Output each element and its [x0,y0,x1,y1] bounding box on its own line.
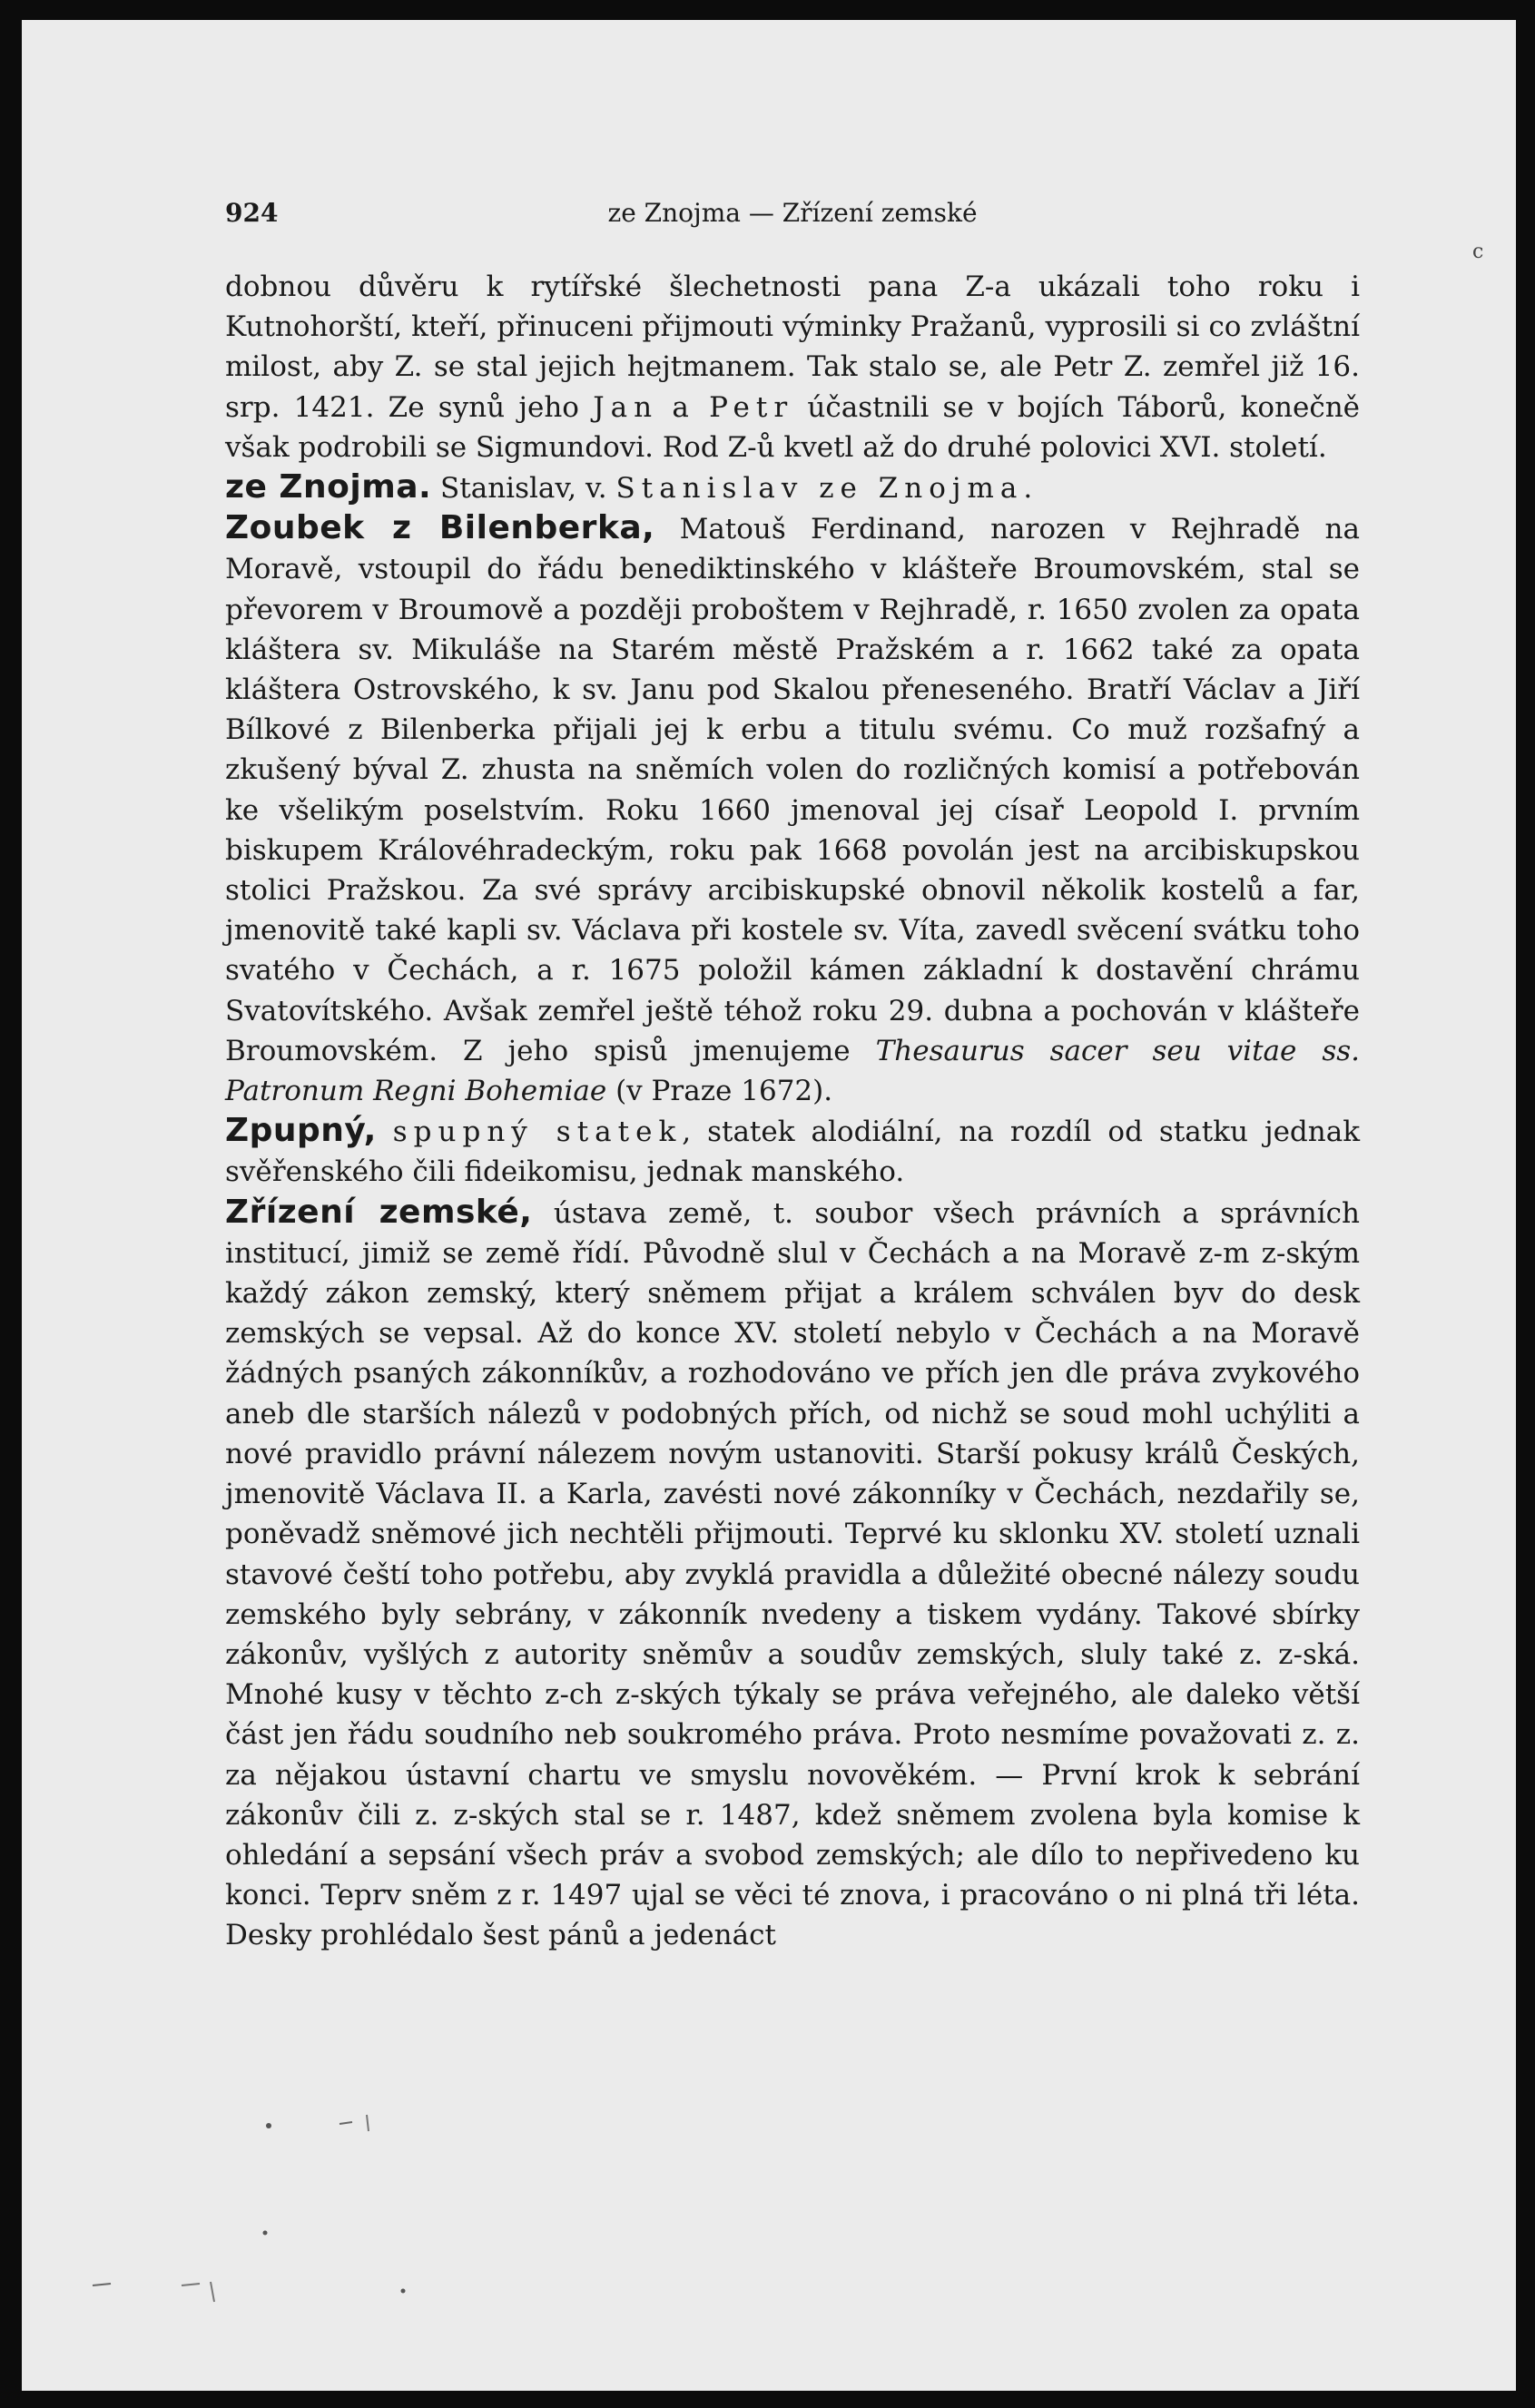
headword: Zpupný, [225,1112,377,1150]
spaced-name: Jan [593,390,659,424]
entry-text: ústava země, t. soubor všech právních a správních institucí, jimiž se země řídí. Původně slul v Čechách a na Moravě z-m z-ským každý zákon zemský, který sněmem přijat a králem schválen byv do desk zemských se vepsal. Až do konce XV. století nebylo v Čechách a na Moravě žádných psaných zákonníkův, a rozhodováno ve přích jen dle práva zvykového aneb dle starších nálezů v podobných přích, od nichž se soud mohl uchýliti a nové pravidlo právní nálezem novým ustanoviti. Starší pokusy králů Českých, jmenovitě Václava II. a Karla, zavésti nové zákonníky v Čechách, nezdařily se, poněvadž sněmové jich nechtěli přijmouti. Teprvé ku sklonku XV. století uznali stavové čeští toho potřebu, aby zvyklá pravidla a důležité obecné nálezy soudu zemského byly sebrány, v zákonník nvedeny a tiskem vydány. Takové sbírky zákonův, vyšlých z autority sněmův a soudův zemských, sluly také z. z-ská. Mnohé kusy v těchto z-ch z-ských týkaly se práva veřejného, ale daleko větší část jen řádu soudního neb soukromého práva. Proto nesmíme považovati z. z. za nějakou ústavní chartu ve smyslu novověkém. — První krok k sebrání zákonův čili z. z-ských stal se r. 1487, kdež sněmem zvolena byla komise k ohledání a sepsání všech práv a svobod zemských; ale dílo to nepřivedeno ku konci. Teprv sněm z r. 1497 ujal se věci té znova, i pracováno o ni plná tři léta. Desky prohlédalo šest pánů a jedenáct [225,1196,1360,1952]
spaced-name: spupný statek [392,1116,683,1149]
entry-ze-znojma [225,467,1360,508]
entry-zoubek [225,508,1360,1111]
headword: Zřízení zemské, [225,1193,533,1231]
article-body [225,267,1360,1956]
spaced-name: Stanislav ze Znojma. [615,472,1039,506]
entry-text: (v Praze 1672). [606,1075,833,1108]
entry-continuation [225,267,1360,467]
page-number: 924 [225,198,279,228]
title-italic: Thesaurus sacer seu vitae ss. [875,1034,1360,1067]
headword: Zoubek z Bilenberka, [225,509,655,547]
entry-text: Stanislav, v. [431,472,616,506]
entry-text: účastnili se v bojích Táborů, konečně však podrobili se Sigmundovi. Rod Z-ů kvetl až do druhé polovici XVI. století. [225,390,1360,464]
entry-zrizeni-zemske [225,1193,1360,1956]
spaced-name: a [672,390,695,424]
page-header [225,198,1360,241]
headword: ze Znojma. [225,468,432,506]
entry-text: dobnou důvěru k rytířské šlechetnosti pana Z-a ukázali toho roku i Kutnohorští, kteří, přinuceni přijmouti výminky Pražanů, vyprosili si co zvláštní milost, aby Z. se stal jejich hejtmanem. Tak stalo se, ale Petr Z. zemřel již 16. srp. 1421. Ze synů jeho [225,270,1360,424]
scanned-page [22,20,1516,2391]
title-italic: Patronum Regni Bohemiae [225,1075,607,1108]
margin-mark: c [1472,241,1484,263]
entry-text: Matouš Ferdinand, narozen v Rejhradě na Moravě, vstoupil do řádu benediktinského v klášteře Broumovském, stal se převorem v Broumově a později proboštem v Rejhradě, r. 1650 zvolen za opata kláštera sv. Mikuláše na Starém městě Pražském a r. 1662 také za opata kláštera Ostrovského, k sv. Janu pod Skalou přeneseného. Bratří Václav a Jiří Bílkové z Bilenberka přijali jej k erbu a titulu svému. Co muž rozšafný a zkušený býval Z. zhusta na sněmích volen do rozličných komisí a potřebován ke všelikým poselstvím. Roku 1660 jmenoval jej císař Leopold I. prvním biskupem Královéhradeckým, roku pak 1668 povolán jest na arcibiskupskou stolici Pražskou. Za své správy arcibiskupské obnovil několik kostelů a far, jmenovitě také kapli sv. Václava při kostele sv. Víta, zavedl svěcení svátku toho svatého v Čechách, a r. 1675 položil kámen základní k dostavění chrámu Svatovítského. Avšak zemřel ještě téhož roku 29. dubna a pochován v klášteře Broumovském. Z jeho spisů jmenujeme [225,513,1361,1067]
running-head: ze Znojma — Zřízení zemské [607,198,978,228]
spaced-name: Petr [709,390,794,424]
entry-zpupny [225,1111,1360,1192]
entry-text: , statek alodiální, na rozdíl od statku jednak svěřenského čili fideikomisu, jednak manského. [225,1116,1360,1189]
